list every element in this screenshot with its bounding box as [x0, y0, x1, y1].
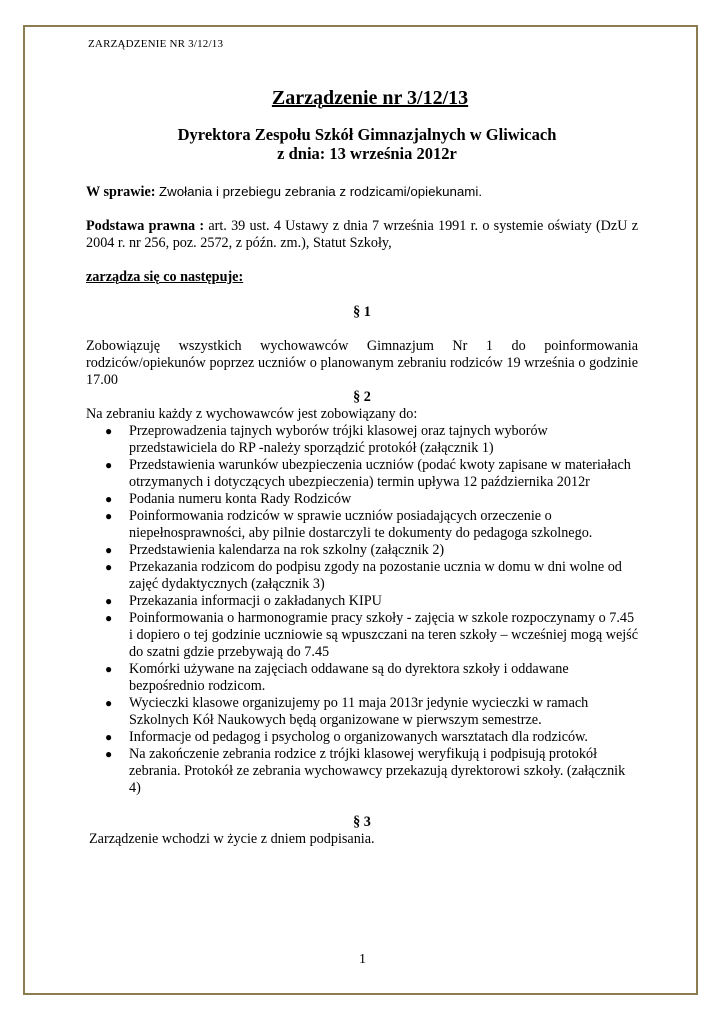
list-item: ● Informacje od pedagog i psycholog o organizowanych warsztatach dla rodziców.	[105, 729, 588, 745]
bullet-icon: ●	[105, 730, 113, 744]
bullet-icon: ●	[105, 696, 113, 710]
section-3-heading: § 3	[353, 814, 371, 830]
subtitle-date: z dnia: 13 września 2012r	[277, 144, 457, 163]
list-item: ● Przeprowadzenia tajnych wyborów trójki klasowej oraz tajnych wyborów przedstawiciela do RP -należy sporządzić protokół (załącznik 1)	[105, 423, 548, 456]
bullet-icon: ●	[105, 458, 113, 472]
subject-text: Zwołania i przebiegu zebrania z rodzicami/opiekunami.	[159, 184, 483, 199]
subtitle-issuer: Dyrektora Zespołu Szkół Gimnazjalnych w Gliwicach	[177, 125, 557, 144]
bullet-icon: ●	[105, 594, 113, 608]
legal-basis-text: art. 39 ust. 4 Ustawy z dnia 7 września 1991 r. o systemie oświaty (DzU z 2004 r. nr 256, poz. 2572, z późn. zm.), Statut Szkoły,	[86, 218, 638, 251]
section-3-text: Zarządzenie wchodzi w życie z dniem podpisania.	[89, 831, 375, 847]
running-header: ZARZĄDZENIE NR 3/12/13	[88, 38, 224, 50]
list-item: ● Podania numeru konta Rady Rodziców	[105, 491, 352, 507]
bullet-icon: ●	[105, 424, 113, 438]
list-item: ● Przekazania rodzicom do podpisu zgody na pozostanie ucznia w domu w dni wolne od zajęć dydaktycznych (załącznik 3)	[105, 559, 622, 592]
document-title: Zarządzenie nr 3/12/13	[271, 87, 469, 109]
list-item: ● Przedstawienia kalendarza na rok szkolny (załącznik 2)	[105, 542, 445, 558]
list-item: ● Przekazania informacji o zakładanych KIPU	[105, 593, 382, 609]
bullet-icon: ●	[105, 662, 113, 676]
bullet-icon: ●	[105, 492, 113, 506]
list-item: ● Poinformowania rodziców w sprawie uczniów posiadających orzeczenie o niepełnosprawności, aby pilnie dostarczyli te dokumenty do pedagoga szkolnego.	[105, 508, 593, 541]
decision-heading: zarządza się co następuje:	[86, 269, 244, 285]
list-item: ● Komórki używane na zajęciach oddawane są do dyrektora szkoły i oddawane bezpośrednio rodzicom.	[105, 661, 569, 694]
list-item: ● Przedstawienia warunków ubezpieczenia uczniów (podać kwoty zapisane w materiałach otrzymanych i dotyczących ubezpieczenia) termin upływa 12 października 2012r	[105, 457, 631, 490]
bullet-icon: ●	[105, 509, 113, 523]
section-1-heading: § 1	[353, 304, 371, 320]
bullet-icon: ●	[105, 611, 113, 625]
list-item: ● Na zakończenie zebrania rodzice z trójki klasowej weryfikują i podpisują protokół zebrania. Protokół ze zebrania wychowawcy przekazują dyrektorowi szkoły. (załącznik 4)	[105, 746, 626, 796]
section-2-heading: § 2	[353, 389, 371, 405]
subject-label: W sprawie:	[86, 184, 156, 200]
bullet-icon: ●	[105, 543, 113, 557]
legal-basis-label: Podstawa prawna :	[86, 218, 205, 234]
page-number: 1	[359, 952, 366, 967]
duties-list	[86, 423, 638, 797]
section-2-intro: Na zebraniu każdy z wychowawców jest zobowiązany do:	[86, 406, 418, 422]
section-1-text: Zobowiązuję wszystkich wychowawców Gimnazjum Nr 1 do poinformowania rodziców/opiekunów poprzez uczniów o planowanym zebraniu rodziców 19 września o godzinie 17.00	[86, 338, 638, 388]
bullet-icon: ●	[105, 560, 113, 574]
bullet-icon: ●	[105, 747, 113, 761]
subject-paragraph	[86, 183, 638, 201]
list-item: ● Wycieczki klasowe organizujemy po 11 maja 2013r jedynie wycieczki w ramach Szkolnych Kół Naukowych będą organizowane w pierwszym semestrze.	[105, 695, 589, 728]
list-item: ● Poinformowania o harmonogramie pracy szkoły - zajęcia w szkole rozpoczynamy o 7.45 i dopiero o tej godzinie uczniowie są wpuszczani na teren szkoły – wcześniej mogą wejść do szatni gdzie przebywają do 7.45	[105, 610, 638, 660]
document-body	[86, 87, 638, 848]
document-subtitle	[86, 125, 638, 163]
legal-basis-paragraph	[86, 218, 638, 252]
